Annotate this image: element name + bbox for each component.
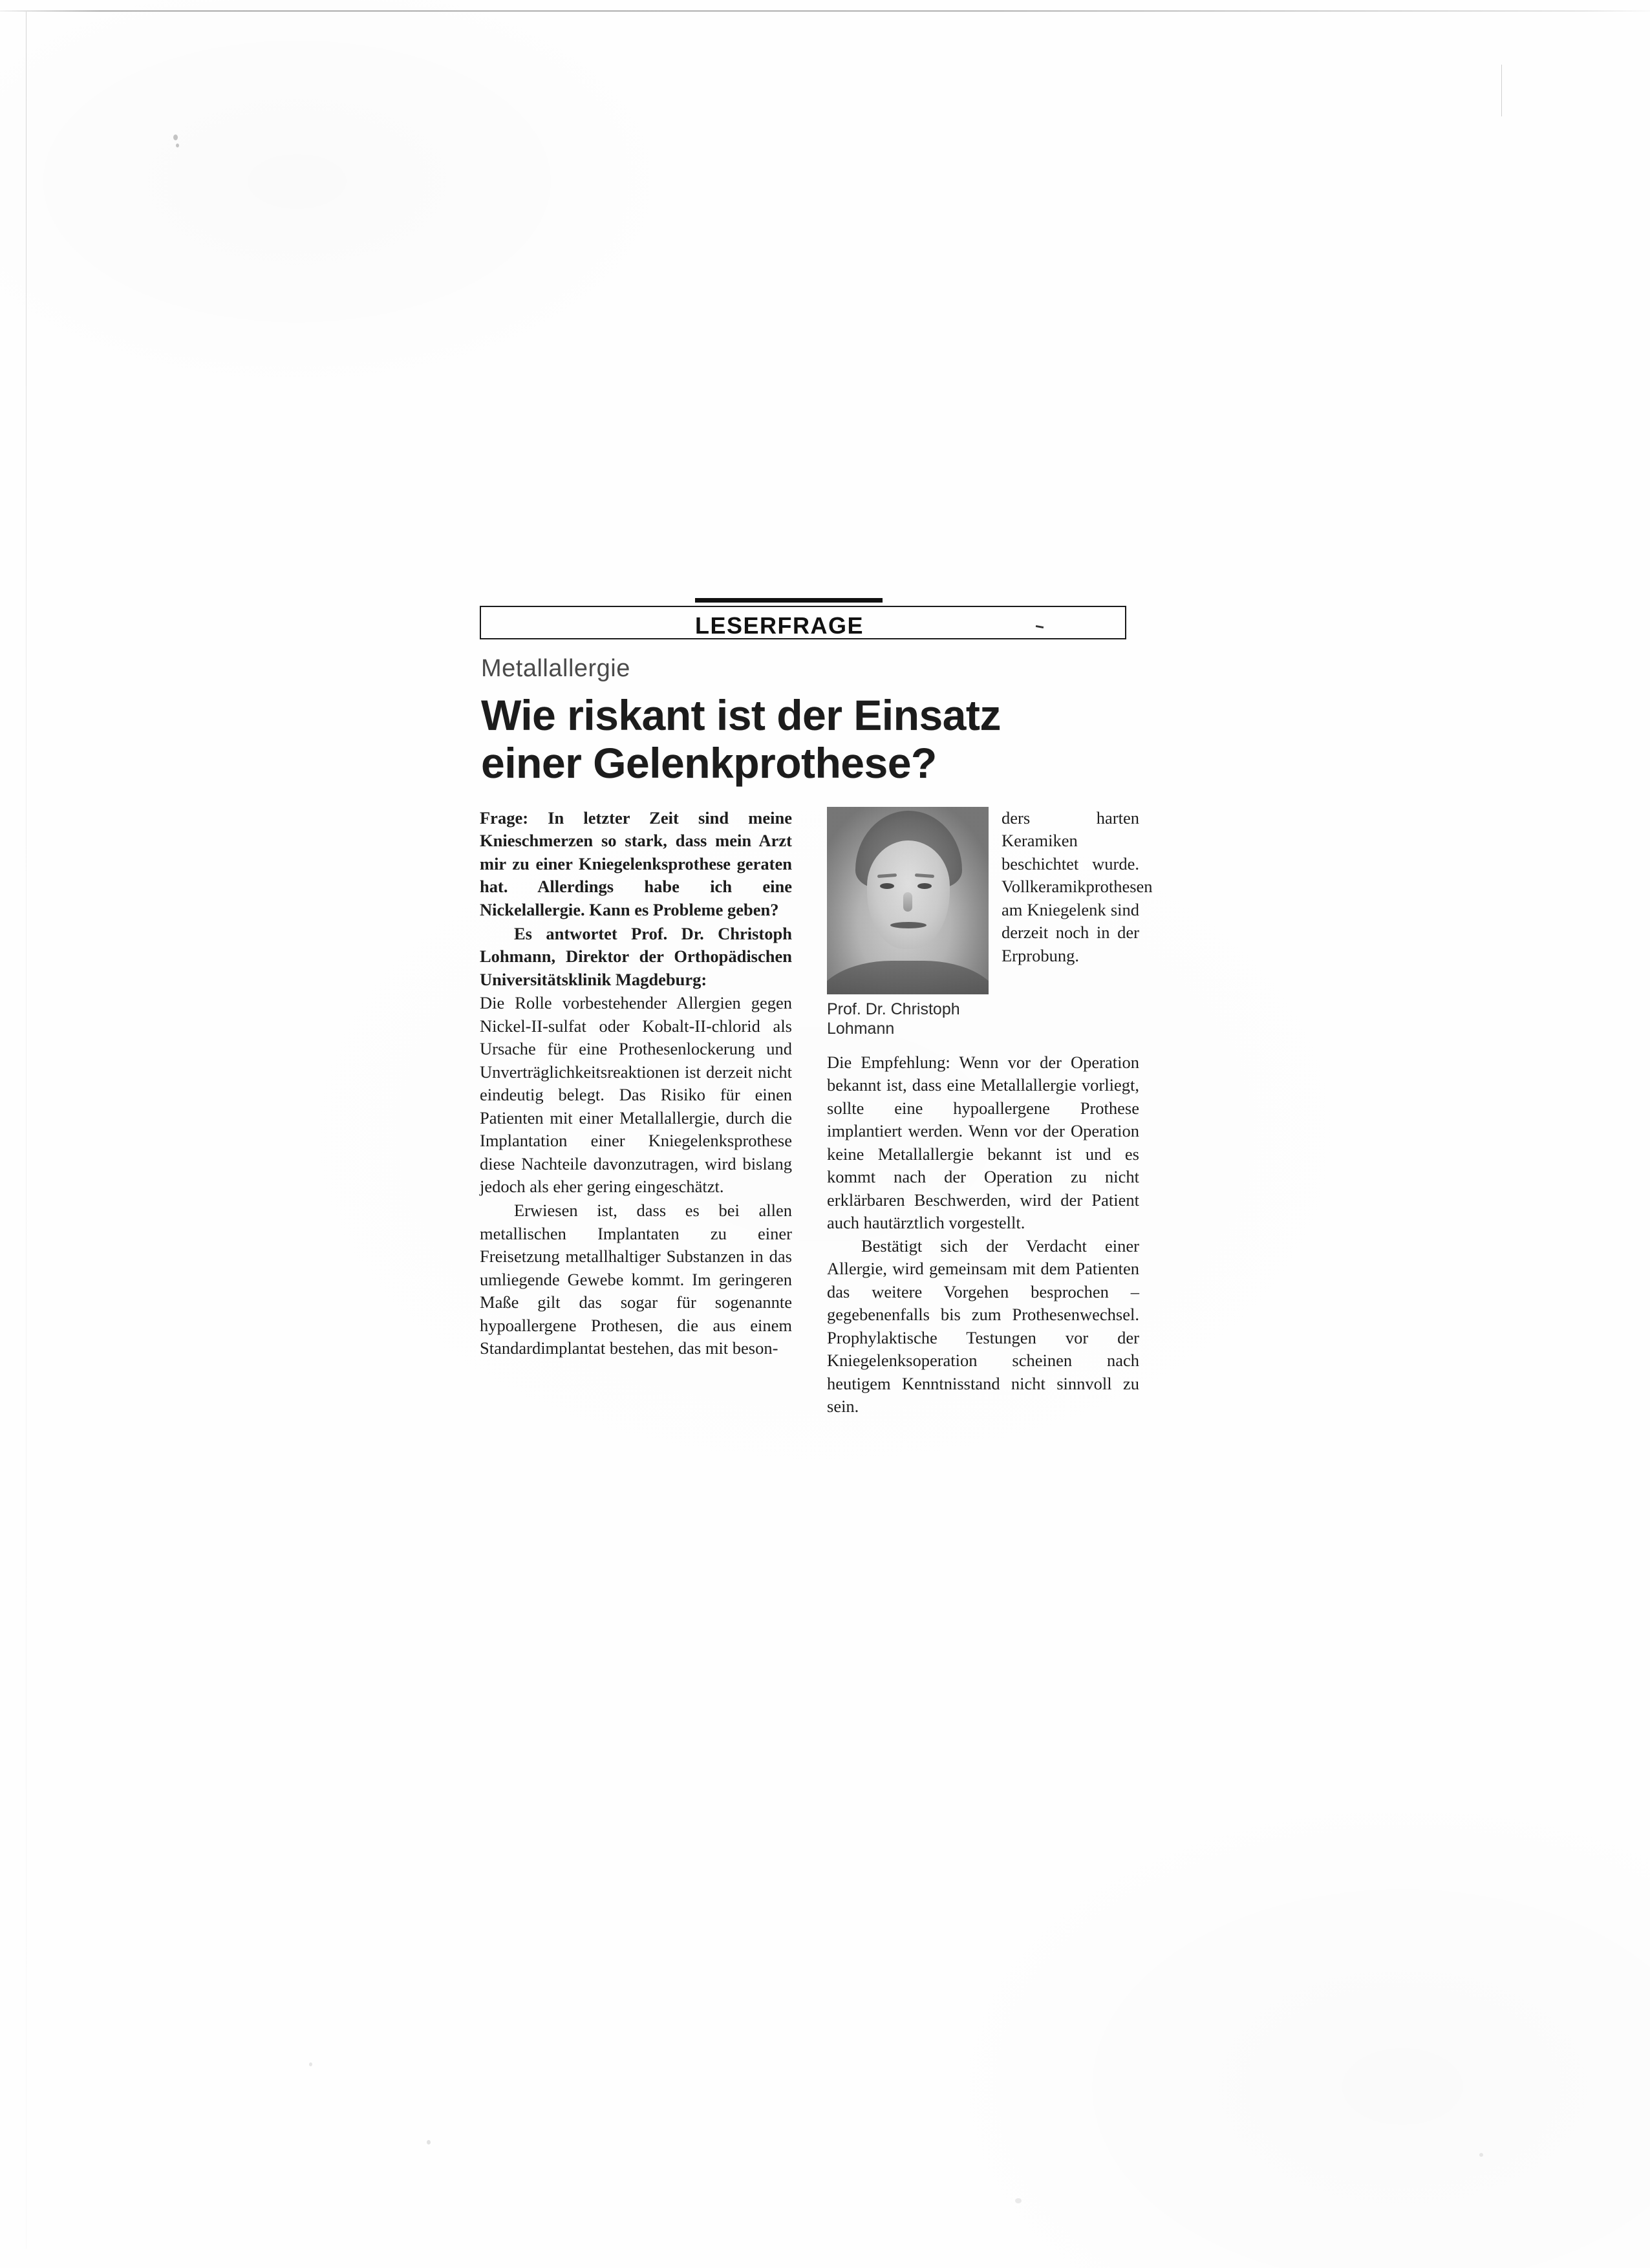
headline-line-2: einer Gelenkprothese? — [481, 738, 937, 787]
left-paragraph-1: Die Rolle vorbestehender Allergien gegen Nickel-II-sulfat oder Kobalt-II-chlorid als Ursache für eine Prothesenlockerung und Unverträglichkeitsreaktionen ist derzeit nicht eindeutig belegt. Das Risiko für einen Patienten mit einer Metallallergie, durch die Implantation einer Kniegelenksprothese diese Nachteile davonzutragen, wird bislang jedoch als eher gering eingeschätzt. — [480, 993, 792, 1197]
banner-top-rule — [695, 598, 883, 603]
answer-intro: Es antwortet Prof. Dr. Christoph Lohmann, Direktor der Orthopädischen Universitätsklinik Magdeburg: — [480, 923, 792, 989]
paper-speck — [309, 2062, 312, 2066]
paper-speck — [176, 144, 179, 147]
column-left — [480, 807, 792, 1360]
article-kicker: Metallallergie — [481, 655, 630, 682]
paper-speck — [427, 2140, 431, 2145]
narrow-continuation: ders harten Keramiken beschichtet wurde. Vollkeramikprothesen am Kniegelenk sind derzeit noch in der Erprobung. — [1002, 808, 1153, 965]
newspaper-article — [480, 598, 1152, 1751]
portrait-photo — [827, 807, 989, 994]
scan-edge-left — [26, 12, 27, 2249]
paper-speck — [173, 134, 178, 140]
photo-caption: Prof. Dr. Christoph Lohmann — [827, 1000, 960, 1038]
column-narrow-beside-photo — [1002, 807, 1153, 968]
headline-line-1: Wie riskant ist der Einsatz — [481, 691, 1001, 739]
portrait-block — [827, 807, 989, 1039]
reader-question: Frage: In letzter Zeit sind meine Knieschmerzen so stark, dass mein Arzt mir zu einer Kniegelenksprothese geraten hat. Allerdings habe ich eine Nickelallergie. Kann es Probleme geben? — [480, 808, 792, 919]
paper-speck — [1015, 2198, 1022, 2203]
column-right — [827, 1051, 1139, 1418]
left-paragraph-2: Erwiesen ist, dass es bei allen metallischen Implantaten zu einer Freisetzung metallhaltiger Substanzen in das umliegende Gewebe kommt. Im geringeren Maße gilt das sogar für sogenannte hypoallergene Prothesen, die aus einem Standardimplantat bestehen, das mit beson- — [480, 1201, 792, 1358]
scan-edge-right — [1501, 65, 1502, 116]
paper-speck — [1479, 2153, 1483, 2157]
scan-edge-top — [0, 10, 1650, 12]
article-columns — [480, 807, 1153, 1751]
page-title — [481, 692, 1152, 787]
section-banner — [480, 598, 1152, 643]
right-paragraph-1: Die Empfehlung: Wenn vor der Operation bekannt ist, dass eine Metallallergie vorliegt, sollte eine hypoallergene Prothese implantiert werden. Wenn vor der Operation keine Metallallergie bekannt ist und es kommt nach der Operation zu nicht erklärbaren Beschwerden, wird der Patient auch hautärztlich vorgestellt. — [827, 1052, 1139, 1233]
right-paragraph-2: Bestätigt sich der Verdacht einer Allergie, wird gemeinsam mit dem Patienten das weitere Vorgehen besprochen – gegebenenfalls bis zum Prothesenwechsel. Prophylaktische Testungen vor der Kniegelenksoperation scheinen nach heutigem Kenntnisstand nicht sinnvoll zu sein. — [827, 1236, 1139, 1417]
section-label: LESERFRAGE — [695, 612, 864, 639]
